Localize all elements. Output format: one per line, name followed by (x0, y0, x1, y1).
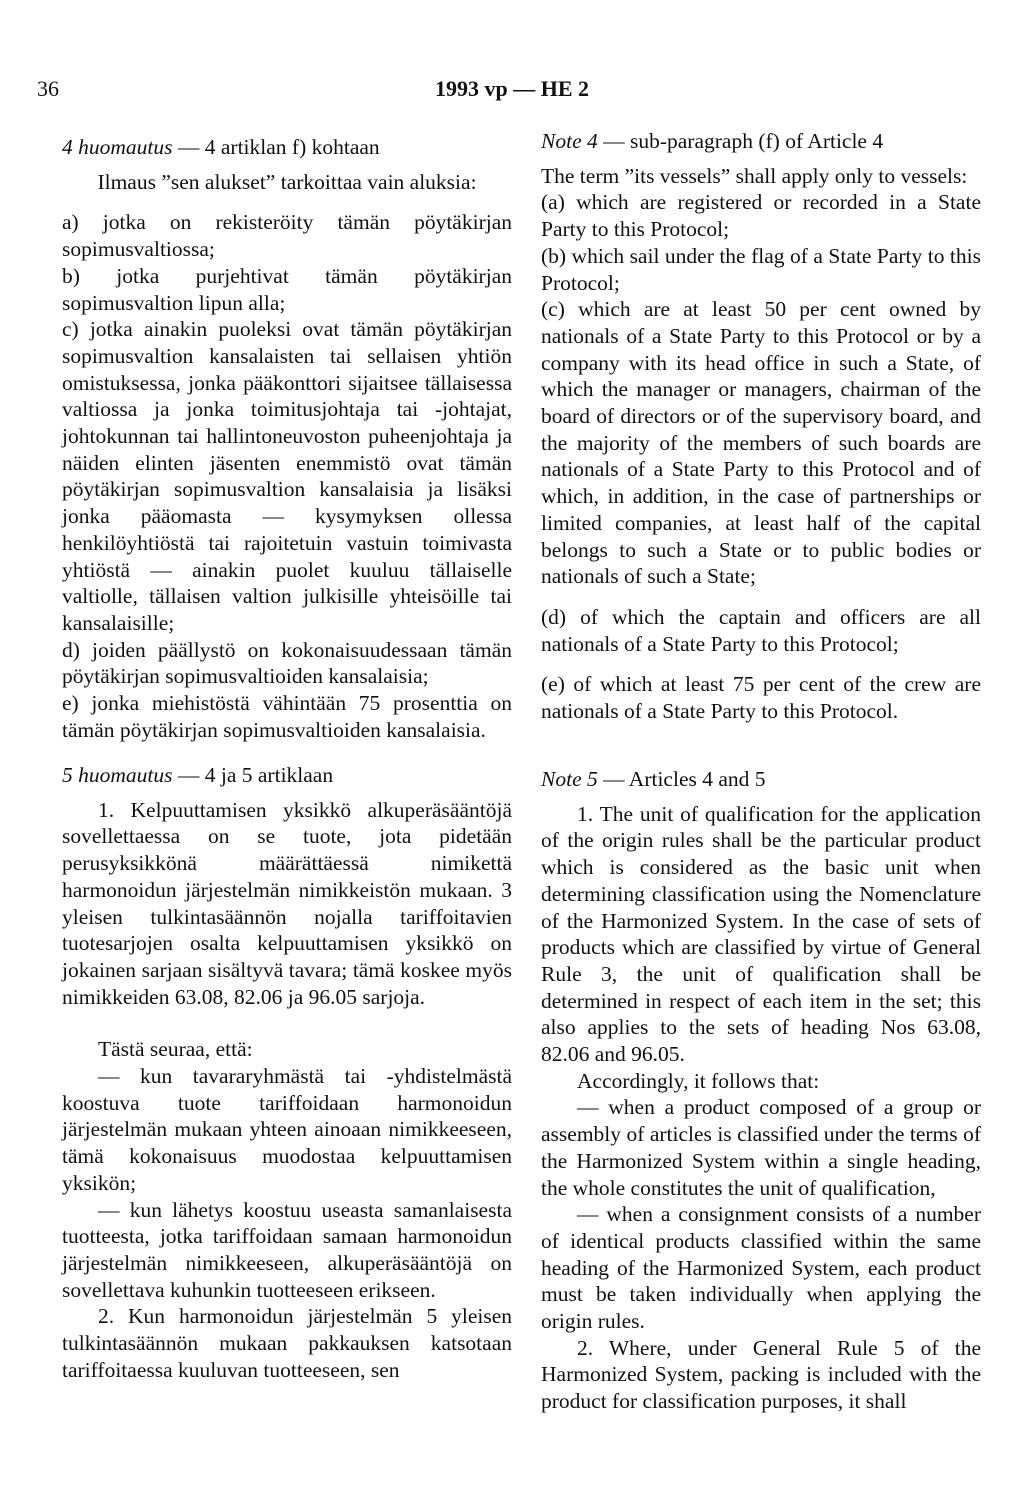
note4-fi-item-d: d) joiden päällystö on kokonaisuudessaan tämän pöytäkirjan sopimusvaltioiden kansalaisia; (62, 637, 512, 689)
note5-en-para2: 2. Where, under General Rule 5 of the Harmonized System, packing is included with the product for classification purposes, it shall (541, 1335, 981, 1414)
note5-fi-title-rest: — 4 ja 5 artiklaan (172, 763, 334, 787)
note4-english (541, 128, 981, 725)
note5-en-follows: Accordingly, it follows that: (577, 1068, 820, 1093)
note5-fi-follows: Tästä seuraa, että: (98, 1037, 253, 1062)
note5-en-dash2: — when a consignment consists of a number of identical products classified within the same heading of the Harmonized System, each product must be taken individually when applying the origin rules. (541, 1202, 981, 1334)
note4-fi-item-b: b) jotka purjehtivat tämän pöytäkirjan sopimusvaltion lipun alla; (62, 263, 512, 315)
note4-en-item-c: (c) which are at least 50 per cent owned by nationals of a State Party to this Protocol or by a company with its head office in such a State, of which the manager or managers, chairman of the board of directors or of the supervisory board, and the majority of the members of such boards are nationals of a State Party to this Protocol and of which, in addition, in the case of partnerships or limited companies, at least half of the capital belongs to such a State or to public bodies or nationals of such a State; (541, 297, 981, 589)
note5-fi-para1: 1. Kelpuuttamisen yksikkö alkuperäsääntöjä sovellettaessa on se tuote, jota pidetään perusyksikkönä määrättäessä nimikettä harmonoidun järjestelmän nimikkeistön mukaan. 3 yleisen tulkintasäännön nojalla tariffoitavien tuotesarjojen osalta kelpuuttamisen yksikkö on jokainen sarjaan sisältyvä tavara; tämä koskee myös nimikkeiden 63.08, 82.06 ja 96.05 sarjoja. (62, 797, 512, 1009)
running-head: 1993 vp — HE 2 (434, 76, 590, 101)
note4-fi-item-e: e) jonka miehistöstä vähintään 75 prosenttia on tämän pöytäkirjan sopimusvaltioiden kansalaisia. (62, 691, 512, 742)
note4-en-item-d: (d) of which the captain and officers are all nationals of a State Party to this Protocol; (541, 604, 981, 656)
note4-en-title-rest: — sub-paragraph (f) of Article 4 (597, 129, 884, 153)
note4-en-title-italic: Note 4 (541, 129, 598, 153)
note4-fi-title (62, 134, 512, 161)
note5-en-title (541, 766, 981, 793)
note4-fi-title-italic: 4 huomautus (62, 135, 173, 159)
note4-en-item-a: (a) which are registered or recorded in a State Party to this Protocol; (541, 190, 981, 242)
note4-en-item-b: (b) which sail under the flag of a State Party to this Protocol; (541, 243, 981, 295)
page-number: 36 (37, 76, 59, 101)
note5-fi-title (62, 762, 512, 789)
note5-en-para1: 1. The unit of qualification for the application of the origin rules shall be the particular product which is considered as the basic unit when determining classification using the Nomenclature of the Harmonized System. In the case of sets of products which are classified by virtue of General Rule 3, the unit of qualification shall be determined in respect of each item in the set; this also applies to the sets of heading Nos 63.08, 82.06 and 96.05. (541, 801, 981, 1067)
note5-en-dash1: — when a product composed of a group or assembly of articles is classified under the terms of the Harmonized System within a single heading, the whole constitutes the unit of qualification, (541, 1095, 981, 1200)
note4-fi-title-rest: — 4 artiklan f) kohtaan (172, 135, 380, 159)
note4-fi-intro: Ilmaus ”sen alukset” tarkoittaa vain aluksia: (97, 169, 477, 194)
note4-en-item-e: (e) of which at least 75 per cent of the crew are nationals of a State Party to this Protocol. (541, 672, 981, 724)
note5-fi-para2: 2. Kun harmonoidun järjestelmän 5 yleisen tulkintasäännön mukaan pakkauksen katsotaan tariffoitaessa kuuluvan tuotteeseen, sen (62, 1304, 512, 1382)
note5-english (541, 766, 981, 1415)
note4-en-intro: The term ”its vessels” shall apply only to vessels: (541, 163, 968, 188)
note5-fi-title-italic: 5 huomautus (62, 763, 173, 787)
note5-en-title-rest: — Articles 4 and 5 (597, 767, 766, 791)
note4-en-title (541, 128, 981, 155)
note4-fi-item-c: c) jotka ainakin puoleksi ovat tämän pöytäkirjan sopimusvaltion kansalaisten tai sellaisen yhtiön omistuksessa, jonka pääkonttori sijaitsee tällaisessa valtiossa ja jonka toimitusjohtaja tai -johtajat, johtokunnan tai hallintoneuvoston puheenjohtaja ja näiden elinten jäsenten enemmistö ovat tämän pöytäkirjan sopimusvaltion kansalaisia ja lisäksi jonka pääomasta — kysymyksen ollessa henkilöyhtiöstä tai rajoitetuin vastuin toimivasta yhtiöstä — ainakin puolet kuuluu tällaiselle valtiolle, tällaisen valtion julkisille yhteisöille tai kansalaisille; (62, 317, 512, 635)
note4-finnish (62, 134, 512, 743)
note5-en-title-italic: Note 5 (541, 767, 598, 791)
page-header (37, 76, 987, 106)
note5-finnish (62, 762, 512, 1383)
note4-fi-item-a: a) jotka on rekisteröity tämän pöytäkirjan sopimusvaltiossa; (62, 210, 512, 262)
note5-fi-dash1: — kun tavararyhmästä tai -yhdistelmästä koostuva tuote tariffoidaan harmonoidun järjestelmän mukaan yhteen ainoaan nimikkeeseen, tämä kokonaisuus muodostaa kelpuuttamisen yksikön; (62, 1064, 512, 1195)
note5-fi-dash2: — kun lähetys koostuu useasta samanlaisesta tuotteesta, jotka tariffoidaan samaan harmonoidun järjestelmän nimikkeeseen, alkuperäsääntöjä on sovellettava kuhunkin tuotteeseen erikseen. (62, 1197, 512, 1302)
